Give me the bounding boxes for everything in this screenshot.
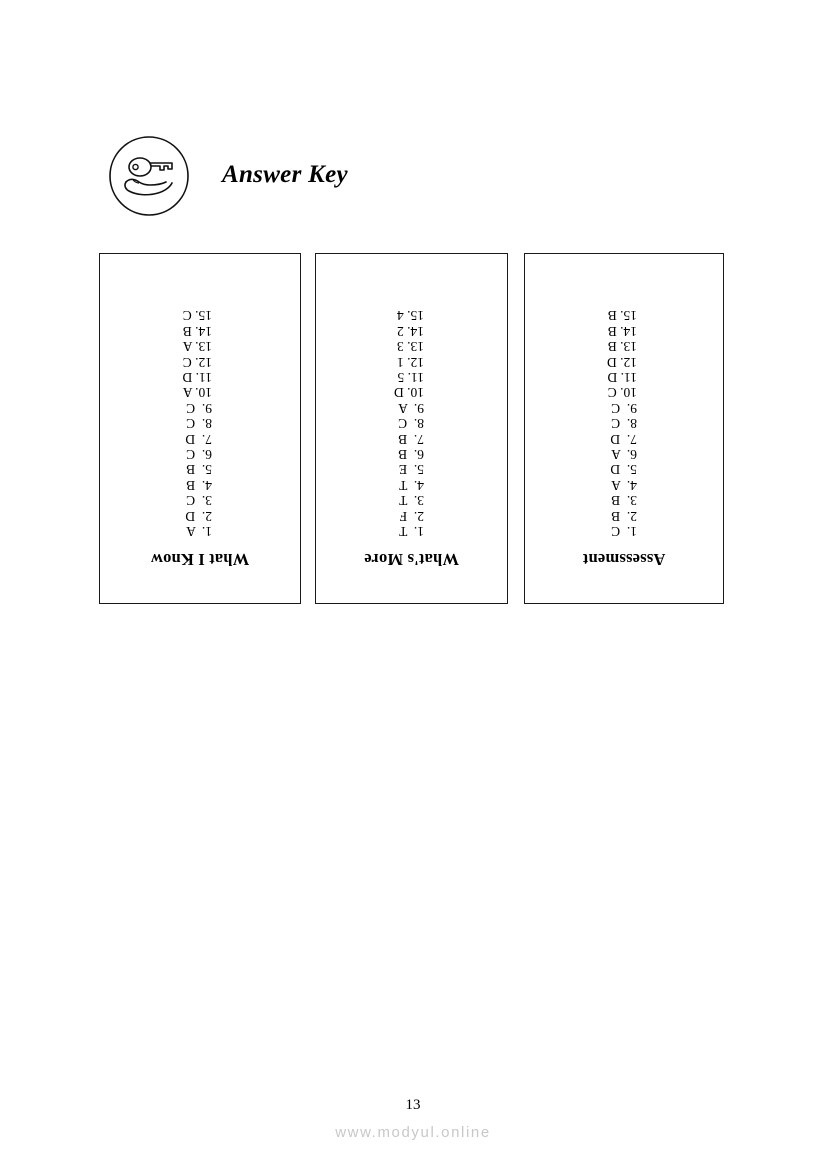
answer-item: 5. D (610, 462, 637, 478)
answer-item: 14. 2 (397, 323, 424, 339)
answer-item: 9. C (611, 400, 637, 416)
answer-box-title: Assessment (582, 550, 666, 569)
answer-item: 1. A (186, 524, 212, 539)
answer-item: 14. B (182, 323, 212, 339)
answer-item: 1. C (611, 524, 637, 539)
answer-item: 6. A (611, 446, 637, 462)
answer-item: 2. B (611, 508, 637, 524)
answer-list (316, 308, 507, 539)
answer-item: 8. C (611, 416, 637, 432)
answer-item: 3. T (399, 493, 424, 509)
answer-item: 11. D (607, 369, 637, 385)
answer-item: 7. D (185, 431, 212, 447)
answer-box-assessment (524, 253, 724, 604)
key-in-hand-icon (108, 135, 190, 217)
answer-item: 8. C (186, 416, 212, 432)
answer-item: 3. B (611, 493, 637, 509)
answer-list (525, 308, 723, 539)
answer-item: 11. 5 (397, 369, 424, 385)
answer-item: 13. B (607, 339, 637, 355)
answer-item: 1. T (399, 524, 424, 539)
answer-item: 15. B (607, 308, 637, 324)
answer-item: 5. B (186, 462, 212, 478)
answer-item: 10. C (607, 385, 637, 401)
page-title: Answer Key (222, 161, 348, 188)
answer-item: 14. B (607, 323, 637, 339)
answer-item: 6. B (398, 446, 424, 462)
answer-item: 15. 4 (397, 308, 424, 324)
answer-box-whats-more (315, 253, 508, 604)
answer-item: 11. D (182, 369, 212, 385)
answer-item: 8. C (398, 416, 424, 432)
answer-item: 12. D (607, 354, 637, 370)
answer-item: 13. A (182, 339, 212, 355)
answer-box-title: What's More (364, 550, 459, 569)
answer-box-what-i-know (99, 253, 301, 604)
answer-item: 13. 3 (397, 339, 424, 355)
answer-item: 10. A (182, 385, 212, 401)
answer-item: 9. C (186, 400, 212, 416)
answer-box-title: What I Know (150, 550, 250, 569)
answer-item: 2. D (185, 508, 212, 524)
answer-item: 15. C (182, 308, 212, 324)
answer-key-header (108, 135, 708, 225)
answer-item: 9. A (398, 400, 424, 416)
answer-item: 7. B (398, 431, 424, 447)
answer-item: 4. A (611, 477, 637, 493)
answer-item: 7. D (610, 431, 637, 447)
watermark: www.modyul.online (335, 1124, 491, 1141)
answer-item: 5. E (398, 462, 424, 478)
answer-list (100, 308, 300, 539)
answer-item: 12. 1 (397, 354, 424, 370)
answer-item: 2. F (399, 508, 424, 524)
page-number: 13 (405, 1097, 421, 1113)
answer-item: 3. C (186, 493, 212, 509)
answer-key-boxes (99, 253, 725, 604)
answer-item: 4. T (399, 477, 424, 493)
answer-item: 10. D (394, 385, 424, 401)
answer-item: 4. B (186, 477, 212, 493)
answer-item: 12. C (182, 354, 212, 370)
answer-item: 6. C (186, 446, 212, 462)
